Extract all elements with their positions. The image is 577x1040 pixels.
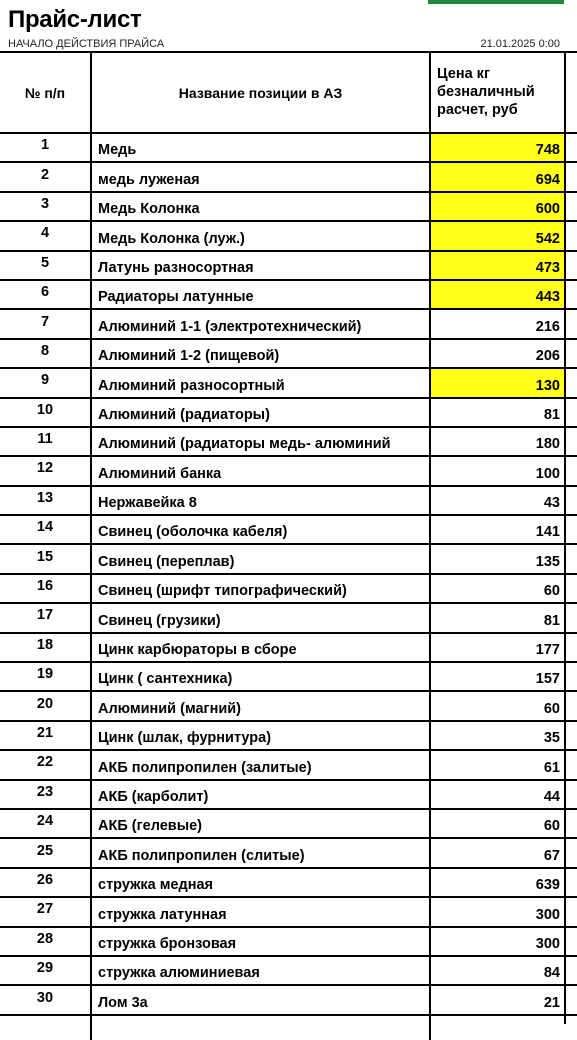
item-name: Радиаторы латунные	[90, 281, 429, 308]
table-row[interactable]	[0, 428, 577, 457]
item-name: Нержавейка 8	[90, 487, 429, 514]
item-price: 81	[429, 604, 565, 631]
item-price: 61	[429, 751, 565, 778]
row-number: 18	[36, 636, 54, 653]
item-name: Алюминий 1-1 (электротехнический)	[90, 310, 429, 337]
item-name: АКБ (карболит)	[90, 781, 429, 808]
item-name: Алюминий (радиаторы)	[90, 399, 429, 426]
table-row[interactable]	[0, 839, 577, 868]
item-price: 600	[429, 193, 565, 220]
row-number: 10	[36, 401, 54, 418]
table-header	[0, 53, 577, 134]
table-row[interactable]	[0, 986, 577, 1015]
header-name: Название позиции в АЗ	[90, 53, 429, 132]
row-number: 17	[36, 607, 54, 624]
table-row[interactable]	[0, 399, 577, 428]
table-row[interactable]	[0, 634, 577, 663]
item-price: 443	[429, 281, 565, 308]
item-price: 60	[429, 575, 565, 602]
item-name: стружка латунная	[90, 898, 429, 925]
item-name: АКБ (гелевые)	[90, 810, 429, 837]
item-price: 100	[429, 457, 565, 484]
row-number: 25	[36, 842, 54, 859]
item-price: 44	[429, 781, 565, 808]
row-number: 29	[36, 960, 54, 977]
table-row[interactable]	[0, 928, 577, 957]
item-name: Алюминий разносортный	[90, 369, 429, 396]
item-name: Латунь разносортная	[90, 252, 429, 279]
table-row[interactable]	[0, 310, 577, 339]
item-name: Свинец (грузики)	[90, 604, 429, 631]
table-row[interactable]	[0, 575, 577, 604]
row-number: 30	[36, 989, 54, 1006]
item-name: Алюминий (магний)	[90, 692, 429, 719]
table-body	[0, 134, 577, 1016]
item-price: 748	[429, 134, 565, 161]
row-number: 27	[36, 901, 54, 918]
item-name: Алюминий банка	[90, 457, 429, 484]
table-row[interactable]	[0, 163, 577, 192]
item-price: 135	[429, 545, 565, 572]
item-price: 177	[429, 634, 565, 661]
table-row[interactable]	[0, 751, 577, 780]
item-price: 473	[429, 252, 565, 279]
item-price: 216	[429, 310, 565, 337]
item-price: 60	[429, 810, 565, 837]
item-name: медь луженая	[90, 163, 429, 190]
row-number: 16	[36, 578, 54, 595]
item-name: Алюминий (радиаторы медь- алюминий	[90, 428, 429, 455]
row-number: 19	[36, 666, 54, 683]
item-price: 81	[429, 399, 565, 426]
table-row[interactable]	[0, 692, 577, 721]
item-name: стружка медная	[90, 869, 429, 896]
item-price: 300	[429, 898, 565, 925]
item-price: 300	[429, 928, 565, 955]
item-name: Лом 3а	[90, 986, 429, 1013]
row-number: 5	[40, 254, 50, 271]
item-name: Медь	[90, 134, 429, 161]
item-name: Медь Колонка (луж.)	[90, 222, 429, 249]
row-number: 11	[37, 431, 53, 448]
table-row[interactable]	[0, 516, 577, 545]
row-number: 23	[36, 783, 54, 800]
item-name: Свинец (переплав)	[90, 545, 429, 572]
item-price: 206	[429, 340, 565, 367]
item-name: АКБ полипропилен (слитые)	[90, 839, 429, 866]
table-row[interactable]	[0, 134, 577, 163]
item-name: стружка алюминиевая	[90, 957, 429, 984]
row-number: 9	[40, 372, 50, 389]
table-row[interactable]	[0, 957, 577, 986]
item-price: 21	[429, 986, 565, 1013]
item-name: Свинец (шрифт типографический)	[90, 575, 429, 602]
price-table	[0, 53, 577, 1040]
item-price: 180	[429, 428, 565, 455]
table-row[interactable]	[0, 810, 577, 839]
item-price: 35	[429, 722, 565, 749]
row-number: 20	[36, 695, 54, 712]
item-name: Цинк карбюраторы в сборе	[90, 634, 429, 661]
table-row[interactable]	[0, 604, 577, 633]
header-price: Цена кг безналичный расчет, руб	[429, 53, 565, 132]
price-start-label: НАЧАЛО ДЕЙСТВИЯ ПРАЙСА	[8, 38, 165, 50]
item-name: Цинк (шлак, фурнитура)	[90, 722, 429, 749]
page-title: Прайс-лист	[8, 6, 142, 33]
table-row[interactable]	[0, 663, 577, 692]
table-row[interactable]	[0, 252, 577, 281]
row-number: 26	[36, 871, 54, 888]
table-row-empty[interactable]	[0, 1016, 577, 1040]
row-number: 14	[36, 519, 54, 536]
table-right-border	[564, 53, 566, 1024]
active-sheet-indicator	[428, 0, 564, 4]
table-row[interactable]	[0, 193, 577, 222]
item-price: 84	[429, 957, 565, 984]
item-price: 542	[429, 222, 565, 249]
item-name: Алюминий 1-2 (пищевой)	[90, 340, 429, 367]
item-price: 157	[429, 663, 565, 690]
item-name: Цинк ( сантехника)	[90, 663, 429, 690]
item-price: 60	[429, 692, 565, 719]
item-name: стружка бронзовая	[90, 928, 429, 955]
table-row[interactable]	[0, 487, 577, 516]
item-price: 639	[429, 869, 565, 896]
table-row[interactable]	[0, 457, 577, 486]
table-row[interactable]	[0, 898, 577, 927]
row-number: 22	[36, 754, 54, 771]
table-row[interactable]	[0, 869, 577, 898]
item-name: АКБ полипропилен (залитые)	[90, 751, 429, 778]
item-name: Свинец (оболочка кабеля)	[90, 516, 429, 543]
row-number: 15	[36, 548, 54, 565]
row-number: 13	[36, 489, 54, 506]
item-price: 43	[429, 487, 565, 514]
item-price: 694	[429, 163, 565, 190]
row-number: 28	[36, 930, 54, 947]
table-row[interactable]	[0, 781, 577, 810]
table-row[interactable]	[0, 281, 577, 310]
table-row[interactable]	[0, 369, 577, 398]
row-number: 8	[40, 342, 50, 359]
row-number: 21	[36, 725, 54, 741]
row-number: 1	[40, 137, 50, 154]
item-name: Медь Колонка	[90, 193, 429, 220]
row-number: 7	[40, 313, 50, 330]
row-number: 2	[40, 166, 50, 183]
price-date: 21.01.2025 0:00	[480, 38, 560, 50]
table-row[interactable]	[0, 222, 577, 251]
row-number: 24	[36, 813, 54, 830]
item-price: 141	[429, 516, 565, 543]
item-price: 67	[429, 839, 565, 866]
row-number: 4	[40, 225, 50, 242]
row-number: 6	[40, 284, 50, 301]
header-number: № п/п	[24, 84, 66, 101]
item-price: 130	[429, 369, 565, 396]
row-number: 3	[40, 195, 50, 212]
table-row[interactable]	[0, 722, 577, 751]
row-number: 12	[36, 460, 54, 477]
table-row[interactable]	[0, 340, 577, 369]
table-row[interactable]	[0, 545, 577, 574]
